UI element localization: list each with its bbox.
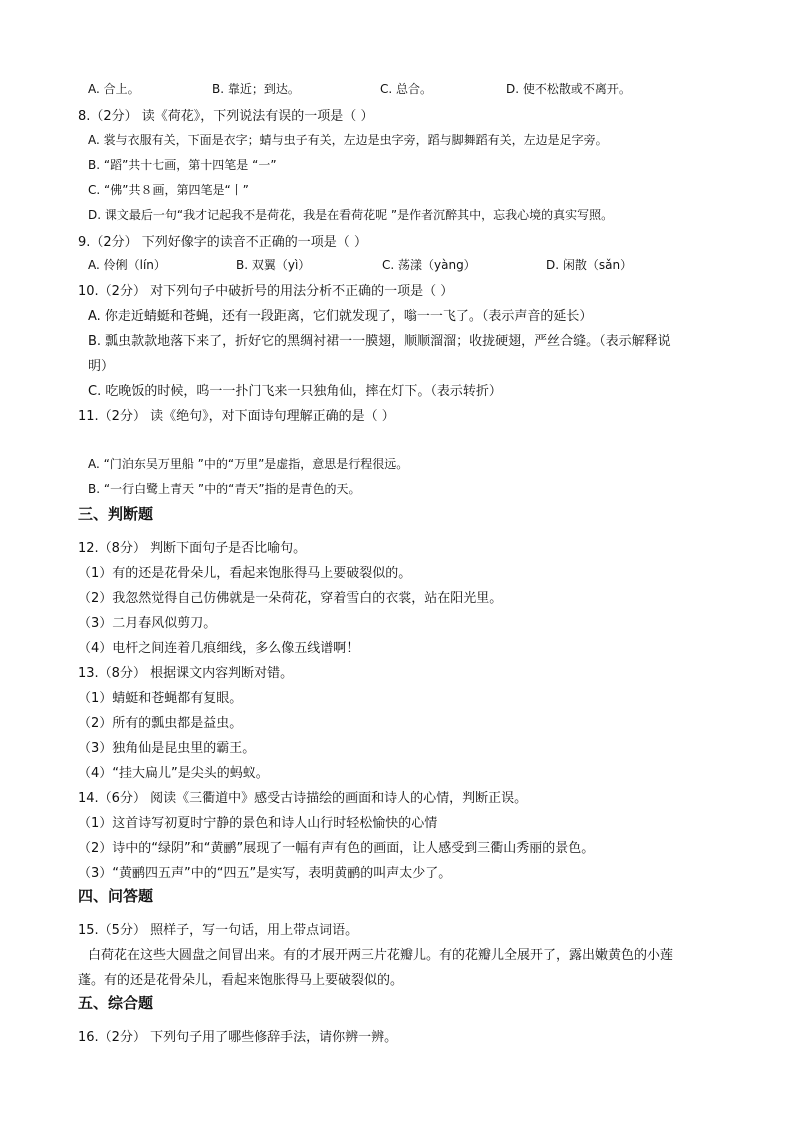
section-5-heading: 五、综合题 xyxy=(78,994,154,1012)
q8-stem: 8.（2分） 读《荷花》，下列说法有误的一项是（ ） xyxy=(78,109,374,124)
q8-option-b: B. “蹈”共十七画，第十四笔是 “一” xyxy=(88,158,277,172)
q9-option-b: B. 双翼（yì） xyxy=(236,258,311,272)
q14-item-2: （2）诗中的“绿阴”和“黄鹂”展现了一幅有声有色的画面，让人感受到三衢山秀丽的景色。 xyxy=(78,841,595,856)
q10-option-b-cont: 明） xyxy=(88,359,115,374)
q15-paragraph-line-2: 蓬。有的还是花骨朵儿，看起来饱胀得马上要破裂似的。 xyxy=(78,973,404,988)
q8-option-a: A. 裳与衣服有关，下面是衣字；蜻与虫子有关，左边是虫字旁，蹈与脚舞蹈有关，左边是足字旁。 xyxy=(88,133,608,147)
q7-option-b: B. 靠近；到达。 xyxy=(212,82,300,96)
q12-item-4: （4）电杆之间连着几痕细线，多么像五线谱啊！ xyxy=(78,641,360,656)
q13-item-4: （4）“挂大扁儿”是尖头的蚂蚁。 xyxy=(78,766,269,781)
q7-option-a: A. 合上。 xyxy=(88,82,140,96)
q14-item-3: （3）“黄鹂四五声”中的“四五”是实写，表明黄鹂的叫声太少了。 xyxy=(78,866,452,881)
q11-option-a: A. “门泊东吴万里船 ”中的“万里”是虚指，意思是行程很远。 xyxy=(88,457,409,471)
q10-option-b: B. 瓢虫款款地落下来了，折好它的黑绸衬裙一一膜翅，顺顺溜溜；收拢硬翅，严丝合缝。（表示解释说 xyxy=(88,334,671,349)
q11-option-b: B. “一行白鹭上青天 ”中的“青天”指的是青色的天。 xyxy=(88,482,361,496)
q15-paragraph-line-1: 白荷花在这些大圆盘之间冒出来。有的才展开两三片花瓣儿。有的花瓣儿全展开了，露出嫩黄色的小莲 xyxy=(88,948,674,963)
q12-item-3: （3）二月春风似剪刀。 xyxy=(78,616,217,631)
q10-option-c: C. 吃晚饭的时候，呜一一扑门飞来一只独角仙，摔在灯下。（表示转折） xyxy=(88,384,502,399)
q13-stem: 13.（8分） 根据课文内容判断对错。 xyxy=(78,666,294,681)
q10-option-a: A. 你走近蜻蜓和苍蝇，还有一段距离，它们就发现了，嗡一一飞了。（表示声音的延长） xyxy=(88,309,593,324)
q9-option-c: C. 荡漾（yàng） xyxy=(382,258,476,272)
q12-item-2: （2）我忽然觉得自己仿佛就是一朵荷花，穿着雪白的衣裳，站在阳光里。 xyxy=(78,591,503,606)
q7-option-c: C. 总合。 xyxy=(380,82,433,96)
q9-option-d: D. 闲散（sǎn） xyxy=(546,258,633,272)
q8-option-d: D. 课文最后一句“我才记起我不是荷花，我是在看荷花呢 ”是作者沉醉其中，忘我心境的真实写照。 xyxy=(88,208,614,222)
q11-stem: 11.（2分） 读《绝句》，对下面诗句理解正确的是（ ） xyxy=(78,409,395,424)
q15-stem: 15.（5分） 照样子，写一句话，用上带点词语。 xyxy=(78,923,359,938)
q8-option-c: C. “佛”共８画，第四笔是“丨” xyxy=(88,183,249,197)
q7-options xyxy=(88,80,708,96)
q12-stem: 12.（8分） 判断下面句子是否比喻句。 xyxy=(78,541,307,556)
q16-stem: 16.（2分） 下列句子用了哪些修辞手法，请你辨一辨。 xyxy=(78,1030,398,1045)
q9-option-a: A. 伶俐（lín） xyxy=(88,258,166,272)
q9-options xyxy=(88,256,708,272)
q10-stem: 10.（2分） 对下列句子中破折号的用法分析不正确的一项是（ ） xyxy=(78,284,454,299)
q14-stem: 14.（6分） 阅读《三衢道中》感受古诗描绘的画面和诗人的心情，判断正误。 xyxy=(78,791,528,806)
q13-item-3: （3）独角仙是昆虫里的霸王。 xyxy=(78,741,256,756)
q13-item-1: （1）蜻蜓和苍蝇都有复眼。 xyxy=(78,691,243,706)
q13-item-2: （2）所有的瓢虫都是益虫。 xyxy=(78,716,243,731)
q9-stem: 9.（2分） 下列好像字的读音不正确的一项是（ ） xyxy=(78,235,367,250)
section-4-heading: 四、问答题 xyxy=(78,887,154,905)
q14-item-1: （1）这首诗写初夏时宁静的景色和诗人山行时轻松愉快的心情 xyxy=(78,816,438,831)
q12-item-1: （1）有的还是花骨朵儿，看起来饱胀得马上要破裂似的。 xyxy=(78,566,412,581)
section-3-heading: 三、判断题 xyxy=(78,505,154,523)
q7-option-d: D. 使不松散或不离开。 xyxy=(506,82,631,96)
